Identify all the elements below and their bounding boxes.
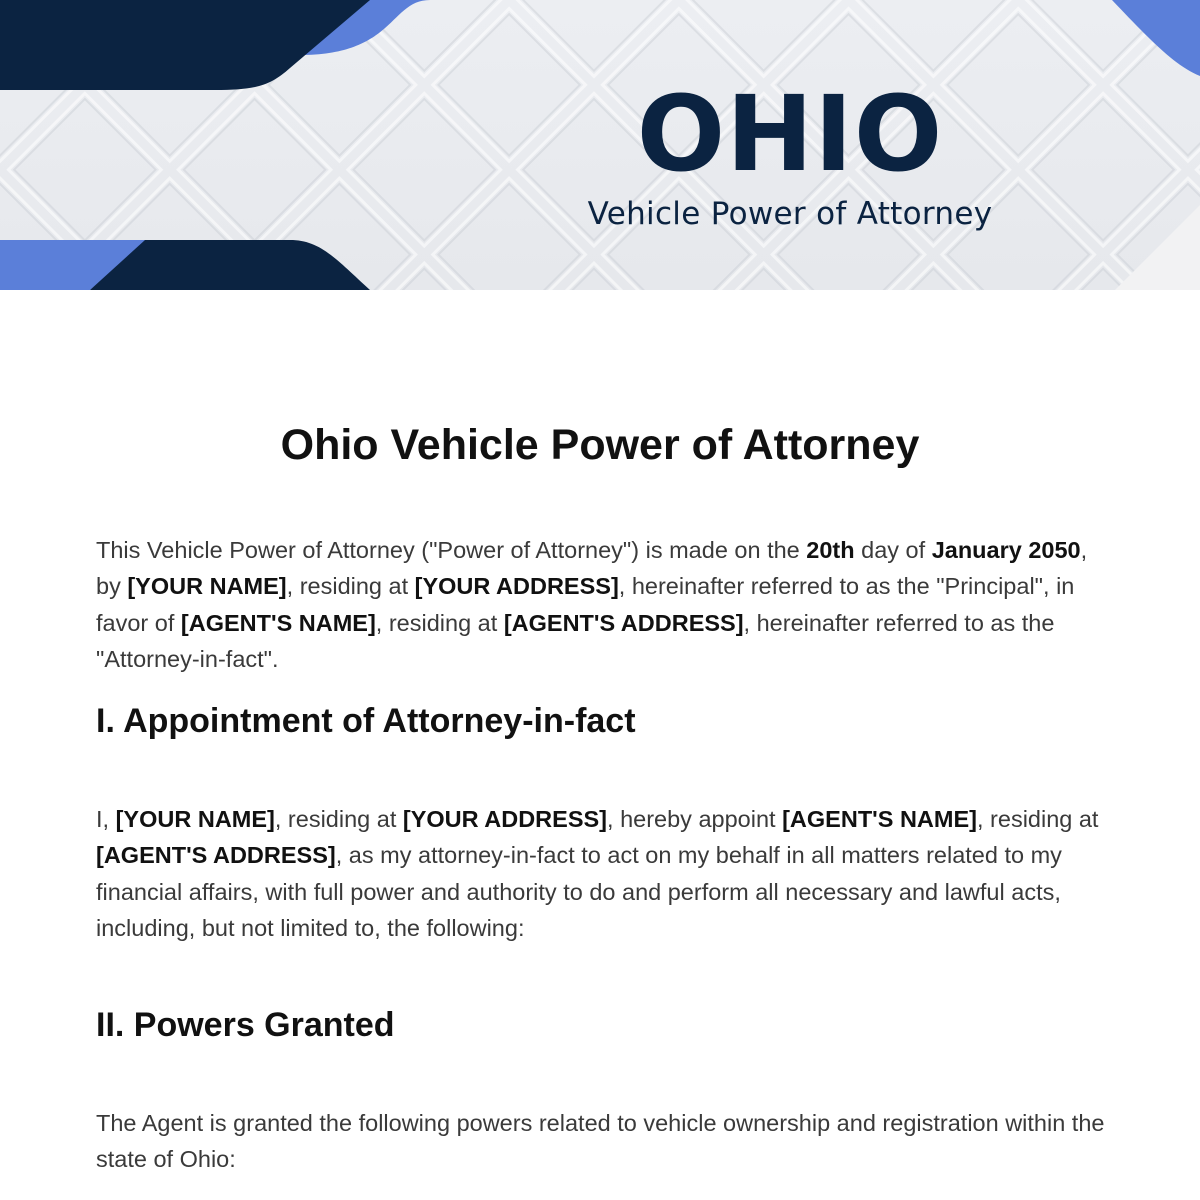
section-1-agent-name: [AGENT'S NAME] — [782, 806, 977, 832]
intro-paragraph — [96, 532, 1106, 677]
intro-text: day of — [854, 537, 932, 563]
intro-text: , residing at — [286, 573, 415, 600]
section-1-text: , residing at — [976, 806, 1099, 832]
section-1-paragraph — [96, 801, 1106, 946]
banner-brand — [580, 73, 1000, 234]
intro-day: 20th — [806, 537, 855, 563]
intro-text: , by — [96, 537, 1088, 600]
section-1-text: , as my attorney-in-fact to act on my behalf in all matters related to my financial affairs, with full power and authority to do and perform all necessary and lawful acts, including, but not limited to, the following: — [96, 842, 1062, 941]
intro-month-year: January 2050 — [931, 537, 1081, 563]
intro-text: , residing at — [375, 609, 504, 636]
intro-principal-address: [YOUR ADDRESS] — [414, 573, 619, 600]
section-1-principal-address: [YOUR ADDRESS] — [402, 806, 608, 832]
intro-agent-address: [AGENT'S ADDRESS] — [503, 609, 744, 636]
banner-subtitle: Vehicle Power of Attorney — [587, 196, 993, 232]
section-2-heading: II. Powers Granted — [96, 1006, 395, 1044]
intro-text: , hereinafter referred to as the "Principal", in favor of — [96, 573, 1075, 636]
intro-agent-name: [AGENT'S NAME] — [180, 609, 376, 636]
document-title: Ohio Vehicle Power of Attorney — [280, 421, 920, 469]
section-2-paragraph: The Agent is granted the following powers related to vehicle ownership and registration within the state of Ohio: — [96, 1110, 1105, 1173]
intro-text: This Vehicle Power of Attorney ("Power of Attorney") is made on the — [96, 537, 807, 563]
section-1-text: , residing at — [274, 806, 403, 832]
section-1-principal-name: [YOUR NAME] — [115, 806, 275, 832]
section-1-heading: I. Appointment of Attorney-in-fact — [96, 702, 636, 740]
intro-principal-name: [YOUR NAME] — [127, 573, 287, 600]
section-1-text: , hereby appoint — [607, 806, 783, 832]
section-1-text: I, — [96, 806, 116, 832]
header-banner — [0, 0, 1200, 290]
section-1-agent-address: [AGENT'S ADDRESS] — [96, 842, 336, 869]
banner-state-name: OHIO — [636, 73, 944, 195]
intro-text: , hereinafter referred to as the "Attorney-in-fact". — [96, 609, 1055, 672]
